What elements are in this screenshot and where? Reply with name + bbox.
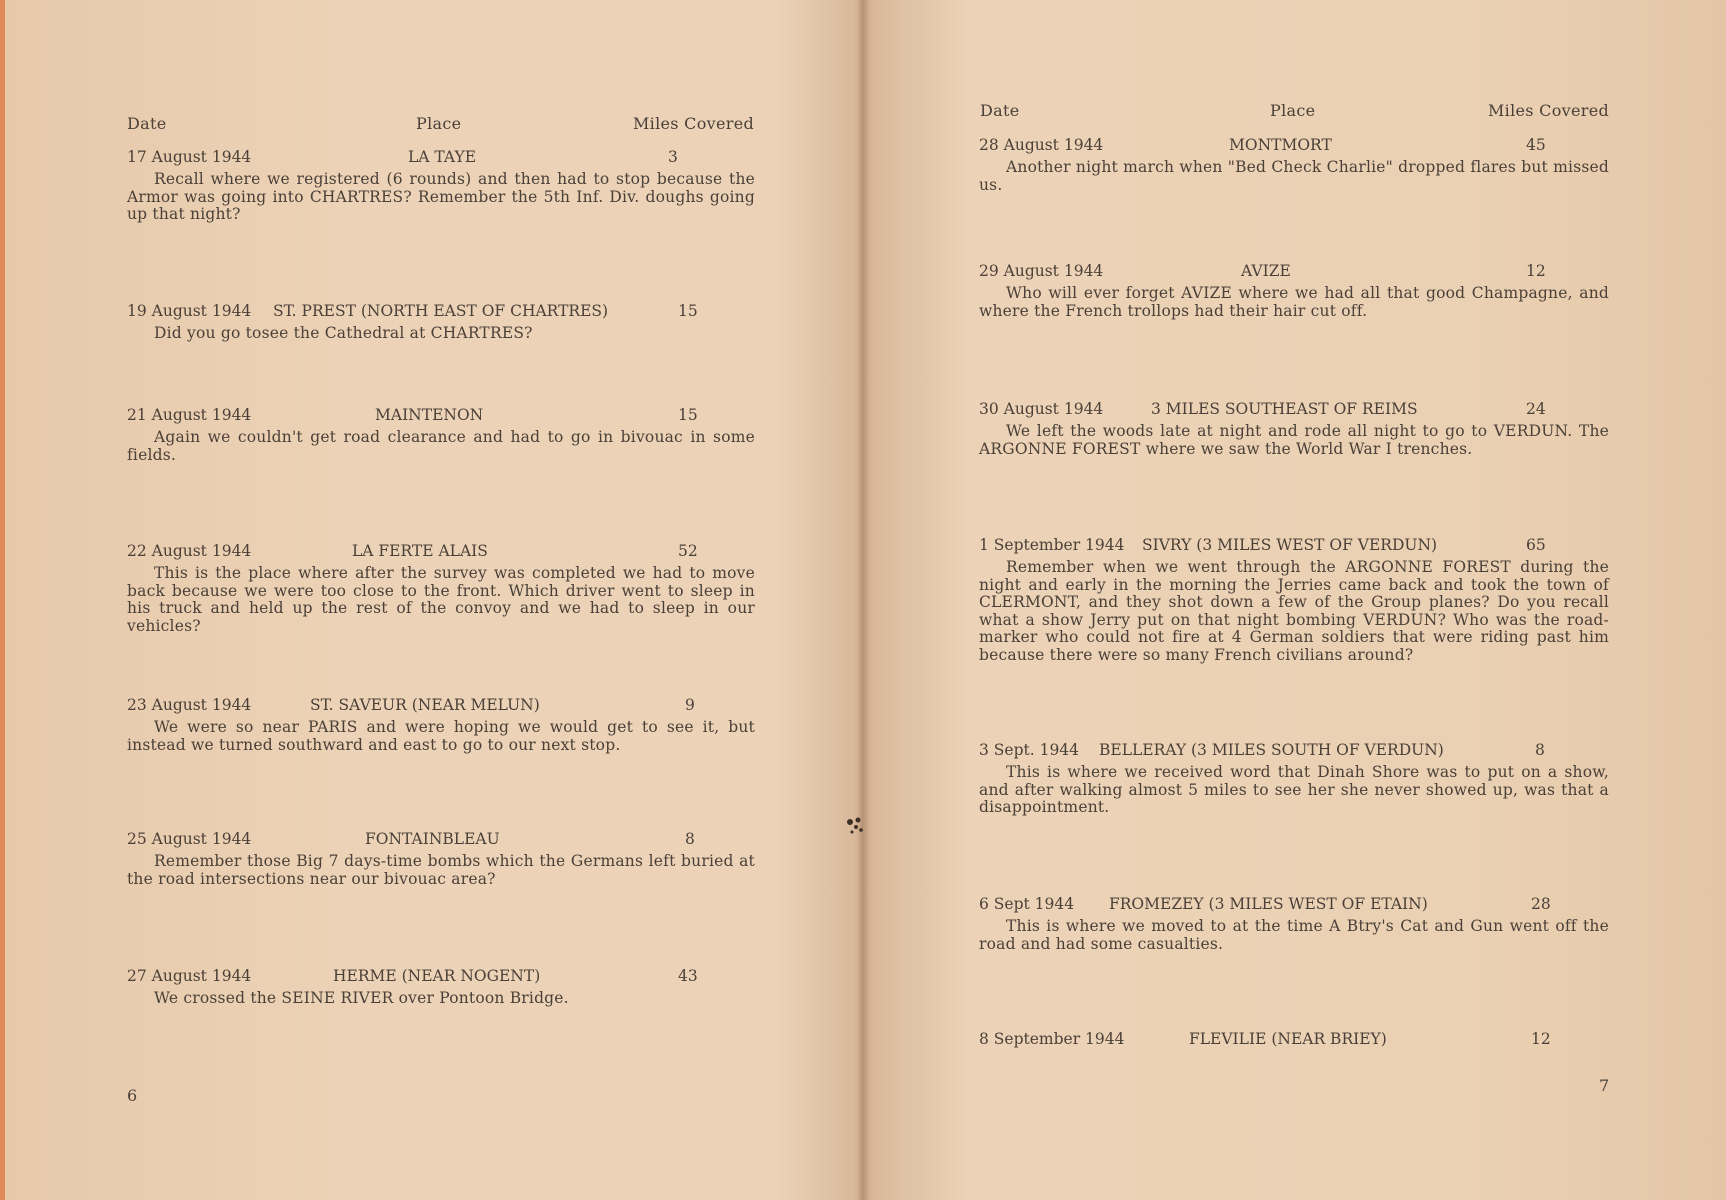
header-place: Place xyxy=(416,114,462,133)
entry-miles: 12 xyxy=(1531,1030,1551,1048)
entry-place: 3 MILES SOUTHEAST OF REIMS xyxy=(1151,400,1418,418)
entry-miles: 28 xyxy=(1531,895,1551,913)
entry-description: Again we couldn't get road clearance and had to go in bivouac in some fields. xyxy=(127,428,755,464)
page-number: 7 xyxy=(1599,1076,1610,1095)
itinerary-entry xyxy=(127,830,755,888)
itinerary-entry xyxy=(979,741,1609,817)
header-place: Place xyxy=(1270,101,1316,120)
itinerary-entry xyxy=(127,696,755,754)
entry-miles: 15 xyxy=(678,406,698,424)
entry-description: Recall where we registered (6 rounds) and then had to stop because the Armor was going into CHARTRES? Remember the 5th Inf. Div. doughs going up that night? xyxy=(127,170,755,223)
entry-date: 30 August 1944 xyxy=(979,400,1104,418)
entry-date: 1 September 1944 xyxy=(979,536,1125,554)
entry-place: FROMEZEY (3 MILES WEST OF ETAIN) xyxy=(1109,895,1428,913)
entry-description: Who will ever forget AVIZE where we had all that good Champagne, and where the French trollops had their hair cut off. xyxy=(979,284,1609,320)
entry-description: We left the woods late at night and rode all night to go to VERDUN. The ARGONNE FOREST where we saw the World War I trenches. xyxy=(979,422,1609,458)
entry-miles: 3 xyxy=(668,148,678,166)
itinerary-entry xyxy=(979,536,1609,664)
entry-place: ST. PREST (NORTH EAST OF CHARTRES) xyxy=(273,302,609,320)
entry-place: MONTMORT xyxy=(1229,136,1332,154)
entry-miles: 8 xyxy=(685,830,695,848)
entry-place: FLEVILIE (NEAR BRIEY) xyxy=(1189,1030,1387,1048)
itinerary-entry xyxy=(979,262,1609,320)
entry-place: ST. SAVEUR (NEAR MELUN) xyxy=(310,696,540,714)
entry-place: SIVRY (3 MILES WEST OF VERDUN) xyxy=(1142,536,1438,554)
entry-miles: 8 xyxy=(1535,741,1545,759)
entry-date: 6 Sept 1944 xyxy=(979,895,1075,913)
entry-miles: 15 xyxy=(678,302,698,320)
entry-miles: 9 xyxy=(685,696,695,714)
entry-date: 22 August 1944 xyxy=(127,542,252,560)
header-date: Date xyxy=(980,101,1020,120)
entry-description: This is where we received word that Dinah Shore was to put on a show, and after walking almost 5 miles to see her she never showed up, was that a disappointment. xyxy=(979,763,1609,816)
entry-place: FONTAINBLEAU xyxy=(365,830,500,848)
entry-place: MAINTENON xyxy=(375,406,484,424)
entry-place: LA TAYE xyxy=(408,148,477,166)
entry-miles: 65 xyxy=(1526,536,1546,554)
itinerary-entry xyxy=(979,136,1609,194)
entry-description: Remember those Big 7 days-time bombs which the Germans left buried at the road intersections near our bivouac area? xyxy=(127,852,755,888)
entry-date: 29 August 1944 xyxy=(979,262,1104,280)
entry-date: 8 September 1944 xyxy=(979,1030,1125,1048)
entry-miles: 52 xyxy=(678,542,698,560)
itinerary-entry xyxy=(127,406,755,464)
entry-description: Another night march when "Bed Check Charlie" dropped flares but missed us. xyxy=(979,158,1609,194)
entry-description: This is the place where after the survey was completed we had to move back because we were too close to the front. Which driver went to sleep in his truck and held up the rest of the convoy and we had to sleep in our vehicles? xyxy=(127,564,755,635)
entry-description: Remember when we went through the ARGONNE FOREST during the night and early in the morning the Jerries came back and took the town of CLERMONT, and they shot down a few of the Group planes? Do you recall what a show Jerry put on that night bombing VERDUN? Who was the road-marker who could not fire at 4 German soldiers that were riding past him because there were so many French civilians around? xyxy=(979,558,1609,664)
entry-date: 23 August 1944 xyxy=(127,696,252,714)
entry-date: 27 August 1944 xyxy=(127,967,252,985)
entry-date: 25 August 1944 xyxy=(127,830,252,848)
itinerary-entry xyxy=(127,302,755,343)
itinerary-entry xyxy=(127,148,755,224)
entry-date: 17 August 1944 xyxy=(127,148,252,166)
entry-date: 21 August 1944 xyxy=(127,406,252,424)
entry-miles: 45 xyxy=(1526,136,1546,154)
entry-place: HERME (NEAR NOGENT) xyxy=(333,967,541,985)
entry-description: We were so near PARIS and were hoping we would get to see it, but instead we turned southward and east to go to our next stop. xyxy=(127,718,755,754)
page-right xyxy=(866,0,1726,1200)
entry-place: LA FERTE ALAIS xyxy=(352,542,488,560)
header-date: Date xyxy=(127,114,167,133)
itinerary-entry xyxy=(979,895,1609,953)
entry-date: 3 Sept. 1944 xyxy=(979,741,1080,759)
entry-date: 28 August 1944 xyxy=(979,136,1104,154)
entry-place: BELLERAY (3 MILES SOUTH OF VERDUN) xyxy=(1099,741,1444,759)
entry-description: We crossed the SEINE RIVER over Pontoon Bridge. xyxy=(154,989,569,1007)
entry-description: Did you go tosee the Cathedral at CHARTRES? xyxy=(154,324,533,342)
itinerary-entry xyxy=(127,542,755,635)
itinerary-entry xyxy=(979,1030,1609,1050)
page-left xyxy=(0,0,860,1200)
itinerary-entry xyxy=(127,967,755,1008)
entry-description: This is where we moved to at the time A Btry's Cat and Gun went off the road and had some casualties. xyxy=(979,917,1609,953)
header-miles: Miles Covered xyxy=(1488,101,1610,120)
entry-place: AVIZE xyxy=(1241,262,1291,280)
header-miles: Miles Covered xyxy=(633,114,755,133)
entry-date: 19 August 1944 xyxy=(127,302,252,320)
entry-miles: 24 xyxy=(1526,400,1546,418)
entry-miles: 12 xyxy=(1526,262,1546,280)
page-number: 6 xyxy=(127,1086,138,1105)
entry-miles: 43 xyxy=(678,967,698,985)
itinerary-entry xyxy=(979,400,1609,458)
